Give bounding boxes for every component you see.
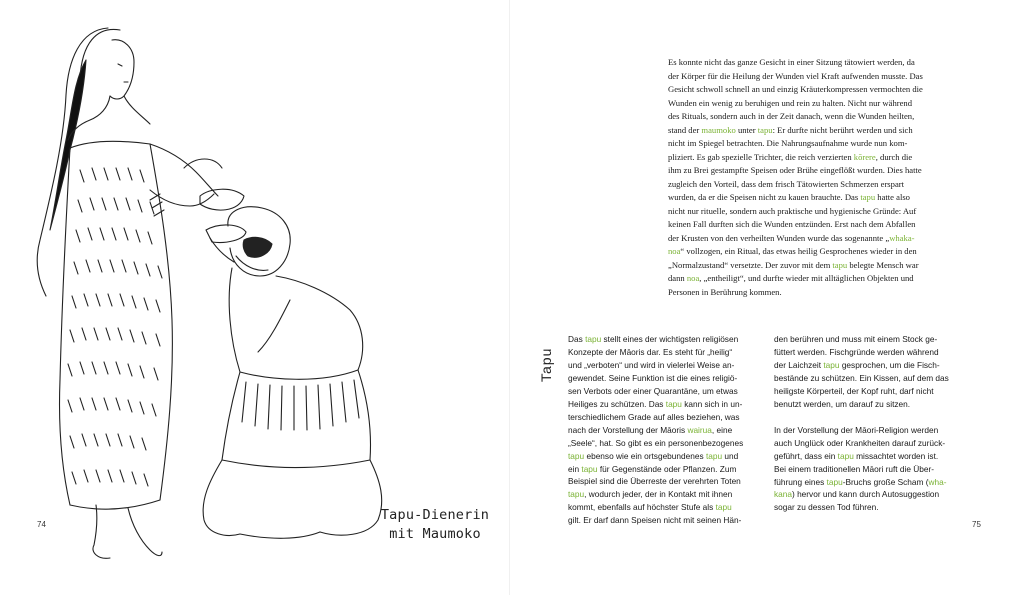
page-number-right: 75 [972,520,981,529]
keyword-term: tapu [568,450,585,461]
text-run: , durch die [875,151,913,162]
column-line [568,385,768,398]
section-title [536,340,558,390]
text-run: wurden, da er die Speisen nicht zu kauen brauchte. Das [668,192,861,202]
text-run: nicht im Spiegel betrachten. Die Nahrungsaufnahme wurde nun kom- [668,138,908,148]
text-run: nicht nur rituelle, sondern auch praktische und hygienische Gründe: Auf [668,205,917,216]
column-line [568,424,768,437]
intro-line [668,205,968,219]
text-run: auch Unglück oder Krankheiten darauf zurück- [774,437,946,448]
illustration-caption [380,506,490,544]
text-run: Es konnte nicht das ganze Gesicht in einer Sitzung tätowiert werden, da [668,57,915,67]
column-line [568,488,768,501]
column-line [568,501,768,514]
text-run: der Laichzeit [774,359,824,370]
text-run: : Er durfte nicht berührt werden und sich [772,124,913,135]
keyword-term: tapu [860,192,876,202]
text-run: ) hervor und kann durch Autosuggestion [792,489,940,500]
column-line [774,372,974,385]
keyword-term: tapu [665,398,682,409]
column-line [774,501,974,514]
intro-line [668,191,968,205]
text-run: kommt, ebenfalls auf höchster Stufe als [568,502,716,513]
text-run: führung eines [774,476,827,487]
text-run: sogar zu dessen Tod führen. [774,502,879,513]
text-column-1 [568,333,768,527]
text-run: bestände zu schützen. Ein Kissen, auf dem das [774,372,949,383]
text-run: und „verboten“ und wird in vielerlei Weise an- [568,359,735,370]
column-line [774,424,974,437]
intro-line [668,232,968,246]
column-line [774,385,974,398]
text-run: Das [568,334,586,344]
text-run: zugleich den Vorteil, dass dem frisch Tätowierten Schmerzen erspart [668,178,905,189]
text-run: , wodurch jeder, der in Kontakt mit ihnen [584,489,733,500]
text-run: -Bruchs große Scham ( [842,476,929,487]
column-line [568,398,768,411]
text-column-2 [774,333,974,514]
intro-line [668,56,968,70]
text-run: Konzepte der Māoris dar. Es steht für „heilig“ [568,346,733,357]
text-run: stand der [668,124,702,135]
text-run: „Seele“, hat. So gibt es ein personenbezogenes [568,437,744,448]
intro-line [668,286,968,300]
column-line [774,437,974,450]
keyword-term: tapu [705,450,723,461]
text-run: gewendet. Seine Funktion ist die eines religiö- [568,372,738,383]
text-run: nach der Vorstellung der Māoris [568,424,688,435]
keyword-term: noa [668,246,681,256]
intro-line [668,97,968,111]
keyword-term: tapu [757,124,773,135]
column-line [568,359,768,372]
intro-line [668,245,968,259]
text-run: füttert werden. Fischgründe werden während [774,346,939,357]
keyword-term: tapu [568,489,585,500]
keyword-term: noa [686,273,700,283]
text-run: heiligste Körperteil, der Kopf ruht, darf nicht [774,385,934,396]
intro-line [668,124,968,138]
intro-line [668,110,968,124]
text-run: , „entheiligt“, und durfte wieder mit alltäglichen Objekten und [699,273,914,283]
column-line [568,346,768,359]
text-run: stellt eines der wichtigsten religiösen [601,334,739,344]
page-number-left: 74 [37,520,46,529]
text-run: „Normalzustand“ versetzte. Der zuvor mit dem [668,259,833,270]
column-line [774,346,974,359]
intro-line [668,272,968,286]
keyword-term: tapu [823,359,840,370]
text-run: gesprochen, um die Fisch- [839,359,940,370]
intro-line [668,151,968,165]
text-run: keinen Fall durften sich die Wunden entzünden. Erst nach dem Abfallen [668,219,916,229]
text-run: ihm zu Brei gestampfte Speisen oder Brühe eingeflößt wurden. Dies hatte [668,165,922,175]
keyword-term: kōrere [853,151,876,162]
text-run: Wunden ein wenig zu beruhigen und rein zu halten. Nicht nur während [668,97,913,108]
text-run: “ vollzogen, ein Ritual, das etwas heilig Gesprochenes wieder in den [680,246,917,256]
column-line [774,398,974,411]
text-run: für Gegenstände oder Pflanzen. Zum [597,463,737,474]
text-run: benutzt werden, um darauf zu sitzen. [774,398,911,409]
text-run: dann [668,273,687,283]
text-run: der Krusten von den verheilten Wunden wurde das sogenannte „ [668,232,890,243]
text-run: ebenso wie ein ortsgebundenes [584,450,706,461]
keyword-term: wha- [928,476,947,487]
text-run: unter [735,124,758,135]
text-run: kann sich in un- [681,398,743,409]
paragraph-gap [774,411,974,424]
keyword-term: tapu [837,450,854,461]
column-line [774,333,974,346]
text-run: terschiedlichem Grade auf alles beziehen, was [568,411,740,422]
column-line [774,488,974,501]
text-run: Gesicht schwoll schnell an und einzig Kräuterkompressen vermochten die [668,84,923,94]
column-line [568,437,768,450]
intro-line [668,259,968,273]
keyword-term: tapu [832,259,848,270]
text-run: In der Vorstellung der Māori-Religion werden [774,424,939,435]
section-title-text: Tapu [538,347,554,382]
keyword-term: kana [774,489,792,500]
column-line [568,333,768,346]
keyword-term: maumoko [701,124,736,135]
column-line [774,359,974,372]
intro-line [668,164,968,178]
intro-line [668,83,968,97]
column-line [568,450,768,463]
text-run: pliziert. Es gab spezielle Trichter, die reich verzierten [668,151,854,162]
text-run: Beispiel sind die Überreste der verehrten Toten [568,476,741,487]
text-run: belegte Mensch war [847,259,919,270]
text-run: hatte also [875,192,910,202]
column-line [568,372,768,385]
text-run: Heiliges zu schützen. Das [568,398,666,409]
text-run: sen Verbots oder einer Quarantäne, um etwas [568,385,738,396]
caption-line-1: Tapu-Dienerin [380,507,490,523]
text-run: der Körper für die Heilung der Wunden viel Kraft aufwenden musste. Das [668,70,923,81]
intro-line [668,178,968,192]
text-run: des Rituals, sondern auch in der Zeit danach, wenn die Wunden heilten, [668,111,915,121]
text-run: Bei einem traditionellen Māori ruft die Über- [774,463,935,474]
keyword-term: tapu [715,502,732,513]
text-run: den berühren und muss mit einem Stock ge- [774,334,938,344]
column-line [568,475,768,488]
keyword-term: whaka- [889,232,915,243]
text-run: und [722,450,739,461]
intro-line [668,218,968,232]
caption-line-2: mit Maumoko [389,526,481,542]
text-run: missachtet worden ist. [853,450,939,461]
text-run: geführt, dass ein [774,450,838,461]
keyword-term: wairua [687,424,712,435]
keyword-term: tapu [581,463,598,474]
column-line [774,463,974,476]
column-line [568,411,768,424]
text-run: , eine [711,424,733,435]
intro-line [668,70,968,84]
intro-paragraph [668,56,968,299]
text-run: Personen in Berührung kommen. [668,286,782,297]
column-line [568,514,768,527]
keyword-term: tapu [585,334,602,344]
column-line [774,450,974,463]
keyword-term: tapu [826,476,843,487]
column-line [774,476,974,489]
intro-line [668,137,968,151]
column-line [568,463,768,476]
text-run: gilt. Er darf dann Speisen nicht mit seinen Hän- [568,515,742,526]
text-run: ein [568,463,582,474]
